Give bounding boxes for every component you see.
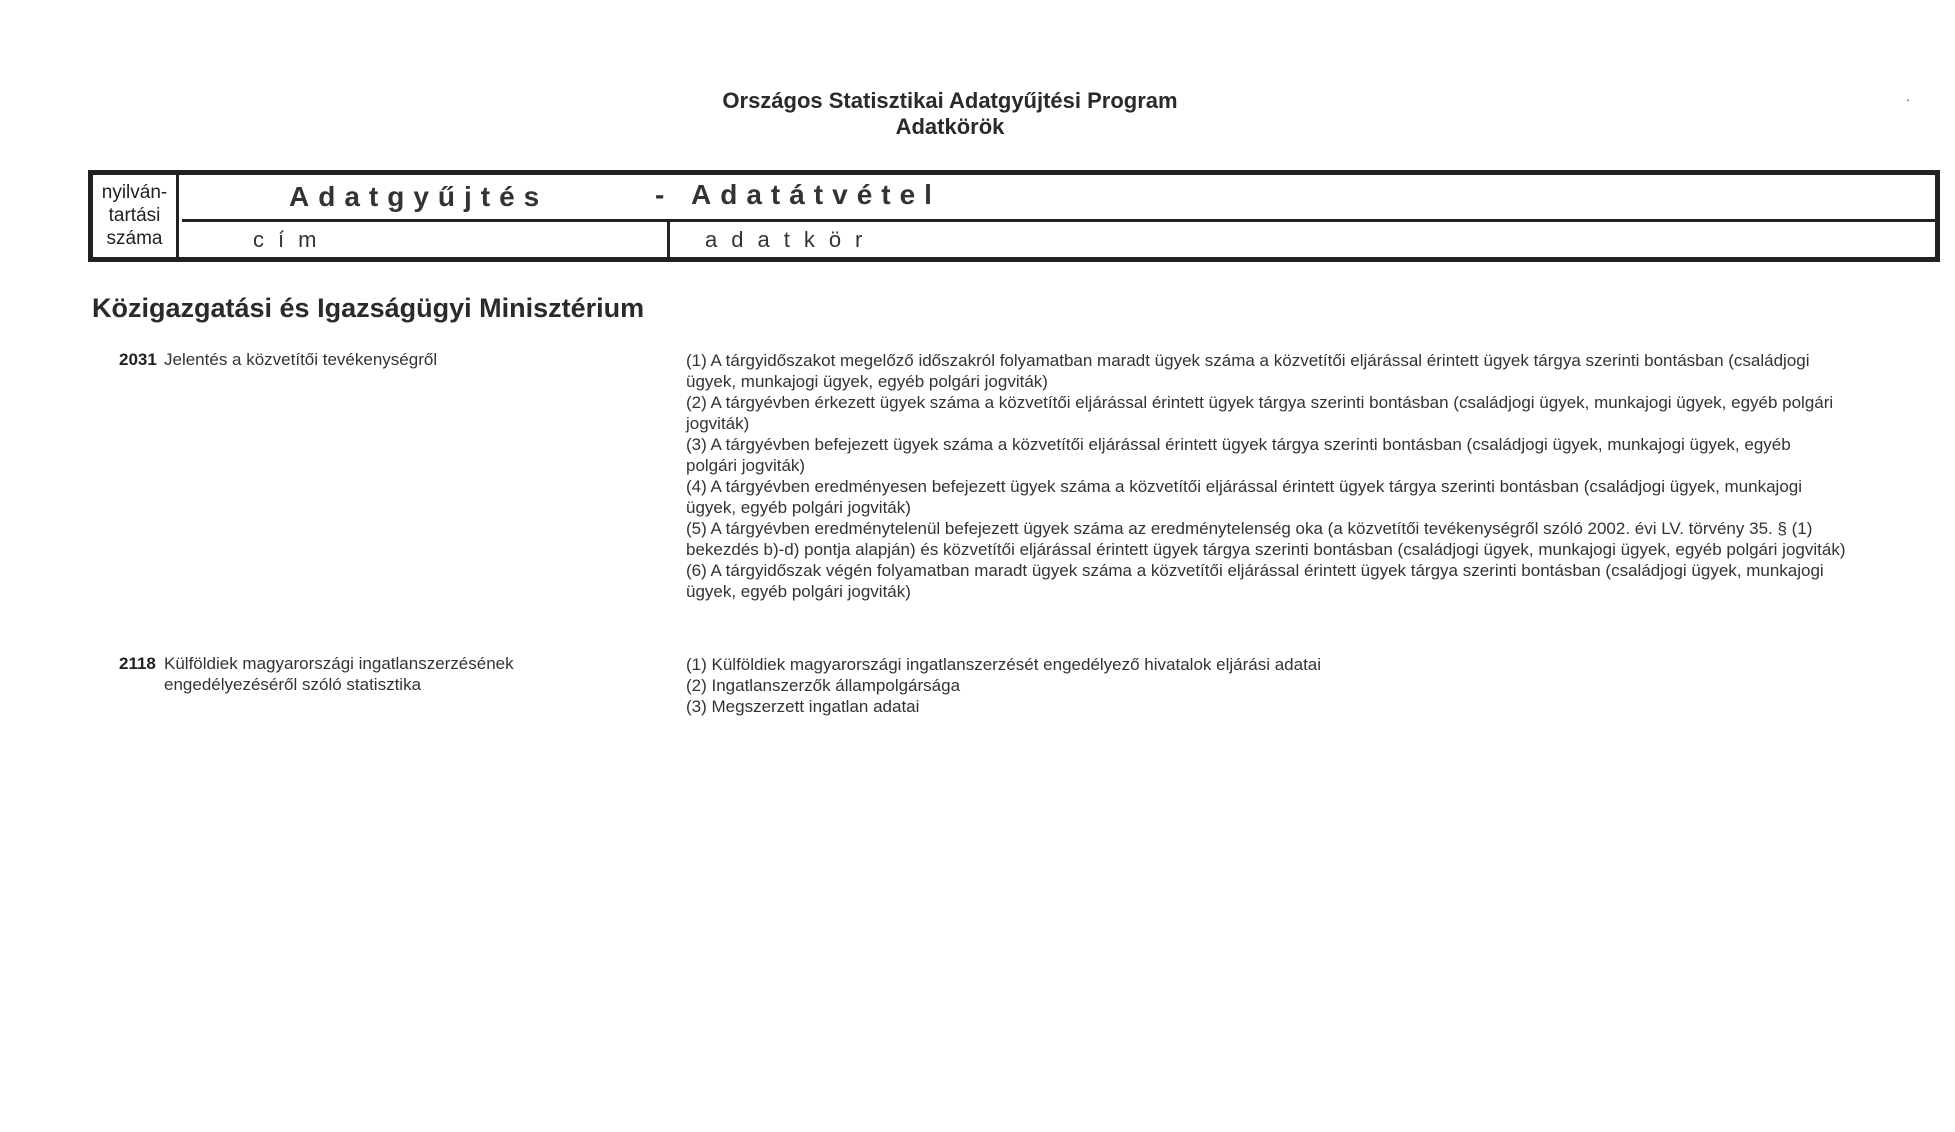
data-item: (4) A tárgyévben eredményesen befejezett ügyek száma a közvetítői eljárással érintett ügyek tárgya szerinti bontásban (családjogi ügyek, munkajogi ügyek, egyéb polgári jogviták) (686, 477, 1803, 517)
data-item: (6) A tárgyidőszak végén folyamatban maradt ügyek száma a közvetítői eljárással érintett ügyek tárgya szerinti bontásban (családjogi ügyek, munkajogi ügyek, egyéb polgári jogviták) (686, 561, 1824, 601)
entry-number: 2118 (119, 654, 156, 673)
registry-number-label-3: száma (106, 228, 163, 249)
data-item: (3) A tárgyévben befejezett ügyek száma a közvetítői eljárással érintett ügyek tárgya szerinti bontásban (családjogi ügyek, munkajogi ügyek, egyéb polgári jogviták) (686, 435, 1791, 475)
header-data-collection: Adatgyűjtés (289, 181, 549, 212)
entry-number: 2031 (119, 350, 157, 369)
header-dash: - (655, 179, 665, 210)
page-title-line1: Országos Statisztikai Adatgyűjtési Program (722, 88, 1178, 113)
corner-mark: . (1906, 88, 1910, 104)
data-item: (2) A tárgyévben érkezett ügyek száma a közvetítői eljárással érintett ügyek tárgya szerinti bontásban (családjogi ügyek, munkajogi ügyek, egyéb polgári jogviták) (686, 393, 1834, 433)
data-item: (3) Megszerzett ingatlan adatai (686, 697, 920, 716)
registry-number-header (93, 175, 179, 257)
ministry-heading: Közigazgatási és Igazságügyi Minisztérium (92, 293, 645, 323)
registry-number-label-2: tartási (108, 205, 161, 226)
entry-title: Külföldiek magyarországi ingatlanszerzésének engedélyezéséről szóló statisztika (164, 654, 514, 694)
data-item: (5) A tárgyévben eredménytelenül befejezett ügyek száma az eredménytelenség oka (a közvetítői tevékenységről szóló 2002. évi LV. törvény 35. § (1) bekezdés b)-d) pontja alapján) és közvetítői eljárással érintett ügyek tárgya szerinti bontásban (családjogi ügyek, munkajogi ügyek, egyéb polgári jogviták) (686, 519, 1846, 559)
entry-data-items (686, 654, 1846, 717)
data-item: (1) Külföldiek magyarországi ingatlanszerzését engedélyező hivatalok eljárási adatai (686, 655, 1322, 674)
header-horizontal-divider (182, 219, 1935, 222)
header-title-column: cím (253, 227, 331, 252)
registry-number-label-1: nyilván- (101, 182, 168, 203)
header-data-transfer: Adatátvétel (691, 179, 941, 210)
data-item: (2) Ingatlanszerzők állampolgársága (686, 676, 961, 695)
page-title-line2: Adatkörök (895, 114, 1005, 139)
column-header-table (88, 170, 1940, 262)
page-title (0, 88, 1900, 140)
data-item: (1) A tárgyidőszakot megelőző időszakról folyamatban maradt ügyek száma a közvetítői eljárással érintett ügyek tárgya szerinti bontásban (családjogi ügyek, munkajogi ügyek, egyéb polgári jogviták) (686, 351, 1810, 391)
entry-data-items (686, 350, 1846, 602)
header-data-scope-column: adatkör (705, 227, 877, 252)
entry-title: Jelentés a közvetítői tevékenységről (164, 350, 438, 369)
header-vertical-divider (667, 222, 670, 257)
